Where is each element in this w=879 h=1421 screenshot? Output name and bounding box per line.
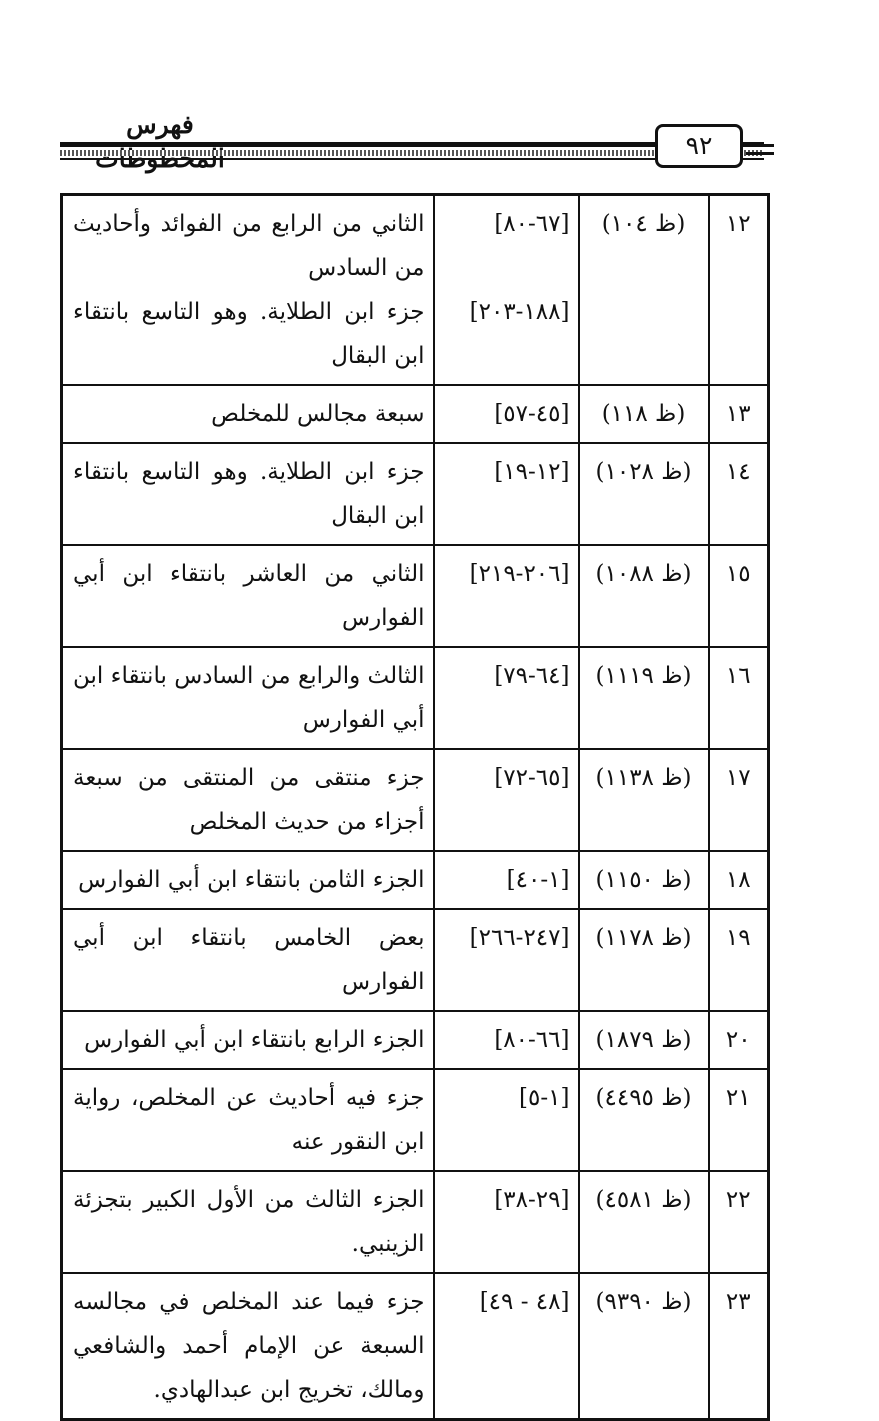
- shelf-mark: (ظ ٤٤٩٥): [579, 1069, 709, 1171]
- range-spacer: [443, 246, 570, 290]
- table-row: [62, 851, 769, 909]
- table-row: [62, 1273, 769, 1420]
- row-number: ١٧: [709, 749, 769, 851]
- work-title: الجزء الثالث من الأول الكبير بتجزئة الزينبي.: [62, 1171, 434, 1273]
- manuscript-table-container: [60, 193, 767, 1421]
- shelf-mark: (ظ ٩٣٩٠): [579, 1273, 709, 1420]
- folio-range-cell: [434, 195, 579, 386]
- work-title: جزء فيه أحاديث عن المخلص، رواية ابن النقور عنه: [62, 1069, 434, 1171]
- shelf-mark: (ظ ١١١٩): [579, 647, 709, 749]
- work-title: الجزء الرابع بانتقاء ابن أبي الفوارس: [62, 1011, 434, 1069]
- shelf-mark: (ظ ٤٥٨١): [579, 1171, 709, 1273]
- work-title: بعض الخامس بانتقاء ابن أبي الفوارس: [62, 909, 434, 1011]
- shelf-mark: (ظ ١٠٨٨): [579, 545, 709, 647]
- folio-range: [٦٤-٧٩]: [434, 647, 579, 749]
- work-title: سبعة مجالس للمخلص: [62, 385, 434, 443]
- folio-range: [٦٥-٧٢]: [434, 749, 579, 851]
- row-number: ٢٣: [709, 1273, 769, 1420]
- manuscript-table: [60, 193, 770, 1421]
- row-number: ١٦: [709, 647, 769, 749]
- work-title: جزء منتقى من المنتقى من سبعة أجزاء من حديث المخلص: [62, 749, 434, 851]
- table-row: [62, 647, 769, 749]
- work-title: جزء فيما عند المخلص في مجالسه السبعة عن الإمام أحمد والشافعي ومالك، تخريج ابن عبدالهادي.: [62, 1273, 434, 1420]
- folio-range: [٢٩-٣٨]: [434, 1171, 579, 1273]
- table-row: [62, 909, 769, 1011]
- shelf-mark: (ظ ١١٣٨): [579, 749, 709, 851]
- running-title: فهرس: [126, 110, 194, 139]
- table-row: [62, 545, 769, 647]
- folio-range: [١٨٨-٢٠٣]: [469, 299, 570, 325]
- folio-range: [١-٥]: [434, 1069, 579, 1171]
- folio-range: [٦٧-٨٠]: [494, 211, 570, 237]
- header-rule-right-upper: [746, 144, 774, 147]
- row-number: ٢٢: [709, 1171, 769, 1273]
- work-title: جزء ابن الطلاية. وهو التاسع بانتقاء ابن البقال: [73, 299, 425, 369]
- row-number: ٢١: [709, 1069, 769, 1171]
- folio-range: [٢٠٦-٢١٩]: [434, 545, 579, 647]
- row-number: ١٣: [709, 385, 769, 443]
- table-row: [62, 385, 769, 443]
- work-title: الثالث والرابع من السادس بانتقاء ابن أبي الفوارس: [62, 647, 434, 749]
- folio-range: [٢٤٧-٢٦٦]: [434, 909, 579, 1011]
- work-title: جزء ابن الطلاية. وهو التاسع بانتقاء ابن البقال: [62, 443, 434, 545]
- table-row: [62, 749, 769, 851]
- folio-range: [٤٨ - ٤٩]: [434, 1273, 579, 1420]
- row-number: ١٨: [709, 851, 769, 909]
- shelf-mark: (ظ ١١٧٨): [579, 909, 709, 1011]
- folio-range: [١٢-١٩]: [434, 443, 579, 545]
- page-number-box: [655, 124, 743, 168]
- row-number: ٢٠: [709, 1011, 769, 1069]
- table-row: [62, 1171, 769, 1273]
- folio-range: [٦٦-٨٠]: [434, 1011, 579, 1069]
- header-rule-right-lower: [746, 152, 774, 155]
- table-row: [62, 1069, 769, 1171]
- shelf-mark: (ظ ١١٨): [579, 385, 709, 443]
- table-row: [62, 195, 769, 386]
- table-row: [62, 443, 769, 545]
- work-title: الثاني من العاشر بانتقاء ابن أبي الفوارس: [62, 545, 434, 647]
- row-number: ١٤: [709, 443, 769, 545]
- row-number: ١٥: [709, 545, 769, 647]
- shelf-mark: (ظ ١٨٧٩): [579, 1011, 709, 1069]
- folio-range: [٤٥-٥٧]: [434, 385, 579, 443]
- shelf-mark: (ظ ١٠٤): [579, 195, 709, 386]
- work-title: الثاني من الرابع من الفوائد وأحاديث من السادس: [73, 211, 425, 281]
- shelf-mark: (ظ ١١٥٠): [579, 851, 709, 909]
- row-number: ١٢: [709, 195, 769, 386]
- folio-range: [١-٤٠]: [434, 851, 579, 909]
- shelf-mark: (ظ ١٠٢٨): [579, 443, 709, 545]
- work-title-cell: [62, 195, 434, 386]
- table-row: [62, 1011, 769, 1069]
- row-number: ١٩: [709, 909, 769, 1011]
- page-number: ٩٢: [685, 131, 713, 160]
- work-title: الجزء الثامن بانتقاء ابن أبي الفوارس: [62, 851, 434, 909]
